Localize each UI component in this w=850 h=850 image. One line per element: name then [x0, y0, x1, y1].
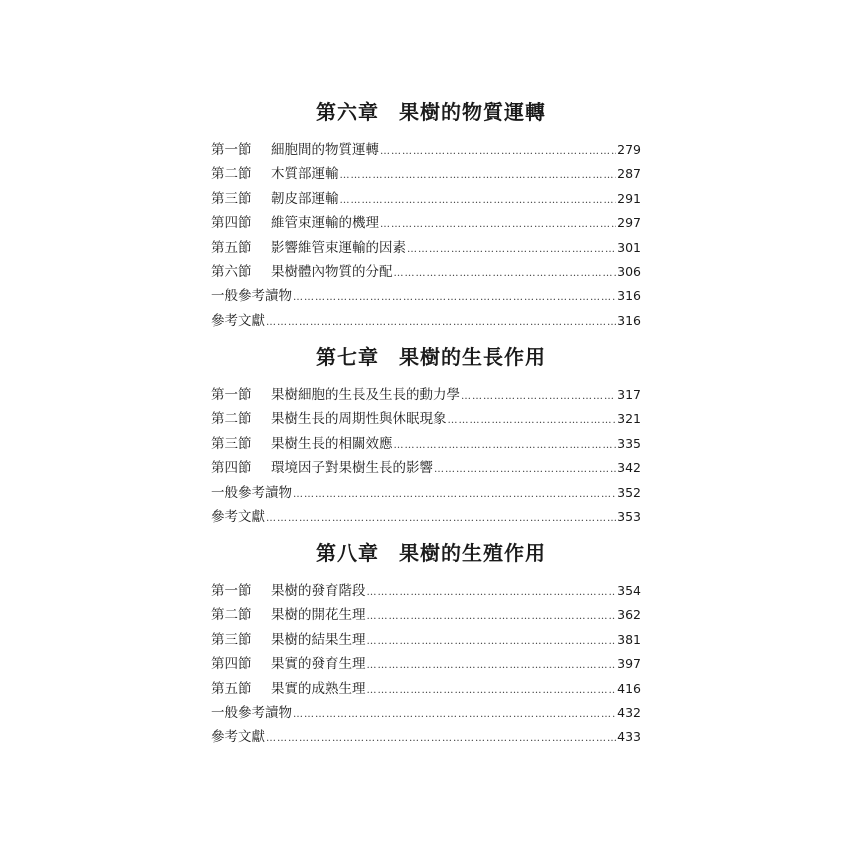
dot-leader: [293, 703, 616, 727]
page-number: 317: [617, 387, 641, 402]
section-label: 第一節: [211, 583, 252, 599]
chapter-title: 果樹的生長作用: [399, 345, 546, 369]
section-label: 第五節: [211, 680, 252, 697]
dot-leader: [394, 434, 617, 458]
section-label: 第一節: [211, 387, 252, 403]
toc-entry[interactable]: [211, 456, 641, 480]
section-title: 果樹生長的相關效應: [271, 435, 393, 452]
section-title: 維管束運輸的機理: [271, 215, 379, 232]
page-number: 352: [617, 484, 641, 500]
section-title: 果樹生長的周期性與休眠現象: [271, 411, 447, 428]
page-number: 297: [617, 215, 641, 231]
toc-entry-references[interactable]: [211, 725, 641, 749]
section-label: 第一節: [211, 142, 252, 158]
page-number: 432: [617, 704, 641, 720]
toc-entry[interactable]: [211, 187, 641, 211]
section-label: 第三節: [211, 631, 252, 648]
dot-leader: [367, 630, 617, 654]
section-title: 木質部運輸: [271, 166, 339, 183]
chapter-heading: [316, 541, 546, 565]
section-title: 參考文獻: [211, 312, 265, 329]
section-label: 第四節: [211, 656, 252, 673]
page-number: 354: [617, 583, 641, 598]
chapter-heading: [316, 100, 546, 124]
dot-leader: [461, 385, 616, 409]
toc-entry[interactable]: [211, 579, 641, 603]
dot-leader: [434, 458, 616, 482]
toc-entry[interactable]: [211, 162, 641, 186]
chapter-heading: [316, 345, 546, 369]
page-number: 362: [617, 607, 641, 623]
section-title: 果樹細胞的生長及生長的動力學: [271, 387, 460, 403]
section-label: 第六節: [211, 263, 252, 280]
section-title: 環境因子對果樹生長的影響: [271, 460, 433, 477]
section-label: 第二節: [211, 166, 252, 183]
page-number: 279: [617, 142, 641, 157]
toc-entry[interactable]: [211, 677, 641, 701]
toc-entry-reading[interactable]: [211, 701, 641, 725]
toc-list: [211, 383, 641, 529]
section-label: 第三節: [211, 435, 252, 452]
dot-leader: [394, 262, 617, 286]
section-title: 果樹體內物質的分配: [271, 263, 393, 280]
page-number: 321: [617, 411, 641, 427]
dot-leader: [293, 286, 616, 310]
page-number: 335: [617, 435, 641, 451]
dot-leader: [340, 189, 617, 213]
dot-leader: [380, 140, 616, 164]
section-label: 第三節: [211, 190, 252, 207]
toc-entry[interactable]: [211, 407, 641, 431]
toc-entry[interactable]: [211, 138, 641, 162]
section-label: 第二節: [211, 411, 252, 428]
section-title: 一般參考讀物: [211, 288, 292, 305]
dot-leader: [293, 483, 616, 507]
section-label: 第五節: [211, 239, 252, 256]
page-number: 316: [617, 288, 641, 304]
chapter-title: 果樹的生殖作用: [399, 541, 546, 565]
page-number: 287: [617, 166, 641, 182]
section-title: 果樹的開花生理: [271, 607, 366, 624]
section-title: 參考文獻: [211, 729, 265, 746]
chapter-title: 果樹的物質運轉: [399, 100, 546, 124]
section-title: 果實的發育生理: [271, 656, 366, 673]
dot-leader: [367, 581, 617, 605]
toc-entry[interactable]: [211, 383, 641, 407]
toc-entry-reading[interactable]: [211, 284, 641, 308]
page-number: 416: [617, 680, 641, 696]
page-number: 397: [617, 656, 641, 672]
dot-leader: [266, 727, 616, 751]
section-label: 第四節: [211, 215, 252, 232]
section-title: 果樹的發育階段: [271, 583, 366, 599]
dot-leader: [266, 311, 616, 335]
chapter-number: 第六章: [316, 100, 379, 124]
section-title: 參考文獻: [211, 508, 265, 525]
section-title: 一般參考讀物: [211, 704, 292, 721]
page-number: 316: [617, 312, 641, 328]
toc-entry[interactable]: [211, 236, 641, 260]
dot-leader: [367, 654, 617, 678]
toc-list: [211, 579, 641, 750]
dot-leader: [266, 507, 616, 531]
dot-leader: [407, 238, 616, 262]
section-title: 韌皮部運輸: [271, 190, 339, 207]
dot-leader: [367, 679, 617, 703]
chapter-number: 第八章: [316, 541, 379, 565]
page-number: 306: [617, 263, 641, 279]
toc-entry[interactable]: [211, 260, 641, 284]
toc-list: [211, 138, 641, 333]
toc-entry-references[interactable]: [211, 505, 641, 529]
dot-leader: [380, 213, 616, 237]
section-title: 細胞間的物質運轉: [271, 142, 379, 158]
toc-entry-references[interactable]: [211, 309, 641, 333]
page-number: 381: [617, 631, 641, 647]
toc-entry[interactable]: [211, 432, 641, 456]
page-number: 301: [617, 239, 641, 255]
toc-entry[interactable]: [211, 211, 641, 235]
toc-entry[interactable]: [211, 652, 641, 676]
page-number: 353: [617, 508, 641, 524]
page-number: 342: [617, 460, 641, 476]
toc-entry[interactable]: [211, 628, 641, 652]
section-title: 果實的成熟生理: [271, 680, 366, 697]
dot-leader: [340, 164, 617, 188]
section-title: 影響維管束運輸的因素: [271, 239, 406, 256]
toc-entry-reading[interactable]: [211, 481, 641, 505]
section-title: 果樹的結果生理: [271, 631, 366, 648]
section-label: 第二節: [211, 607, 252, 624]
section-label: 第四節: [211, 460, 252, 477]
dot-leader: [367, 605, 617, 629]
page-number: 433: [617, 729, 641, 745]
chapter-number: 第七章: [316, 345, 379, 369]
dot-leader: [448, 409, 617, 433]
section-title: 一般參考讀物: [211, 484, 292, 501]
toc-entry[interactable]: [211, 603, 641, 627]
page-number: 291: [617, 190, 641, 206]
